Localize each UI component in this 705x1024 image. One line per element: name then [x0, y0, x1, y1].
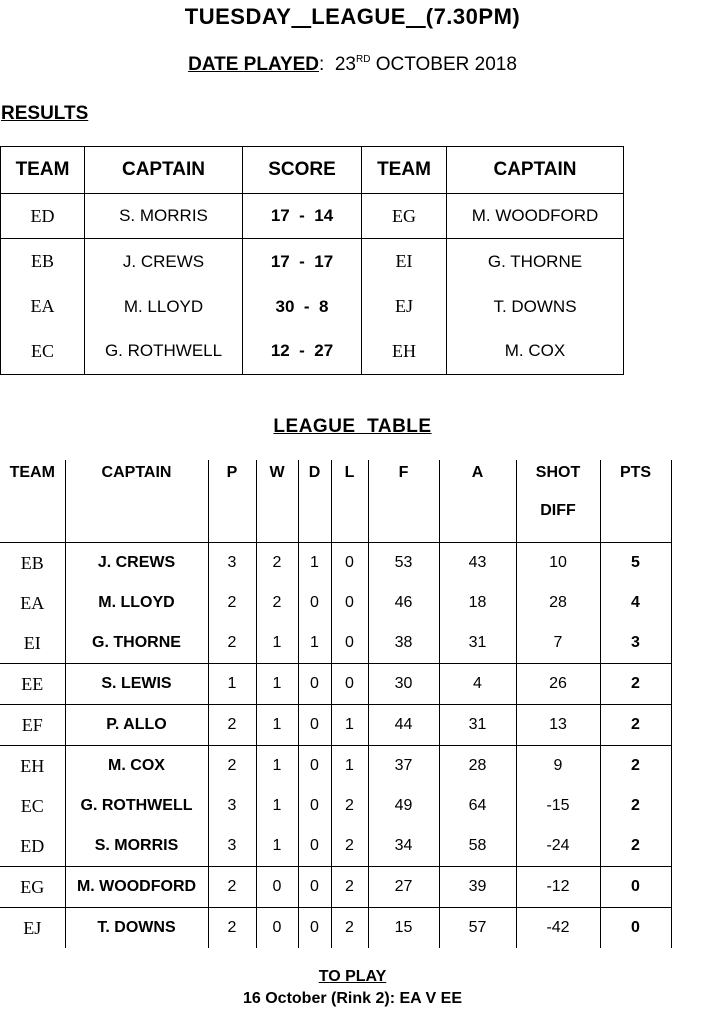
results-captain-2: T. DOWNS	[447, 285, 624, 329]
results-score: 17 - 14	[243, 194, 362, 239]
league-row	[0, 623, 671, 664]
date-suffix: RD	[356, 54, 371, 65]
league-col-for: F	[368, 460, 439, 543]
results-heading: RESULTS	[1, 103, 89, 124]
league-against: 39	[439, 867, 516, 908]
league-lost: 0	[331, 583, 368, 623]
league-row	[0, 746, 671, 787]
league-lost: 2	[331, 826, 368, 867]
league-shot-diff: 26	[516, 664, 600, 705]
league-row	[0, 786, 671, 826]
league-points: 2	[600, 826, 671, 867]
league-captain: G. THORNE	[65, 623, 208, 664]
league-drawn: 0	[298, 908, 331, 949]
results-col-captain-1: CAPTAIN	[85, 147, 243, 194]
title-word-league: LEAGUE	[311, 4, 406, 29]
league-shot-diff: -15	[516, 786, 600, 826]
date-rest: OCTOBER 2018	[375, 54, 517, 75]
league-captain: M. WOODFORD	[65, 867, 208, 908]
date-day: 23	[334, 54, 356, 75]
league-lost: 0	[331, 623, 368, 664]
league-lost: 1	[331, 705, 368, 746]
league-won: 1	[256, 746, 298, 787]
league-shot-diff: 13	[516, 705, 600, 746]
results-captain-2: M. COX	[447, 329, 624, 375]
results-row	[1, 285, 624, 329]
results-team-1: EC	[1, 329, 85, 375]
league-drawn: 0	[298, 705, 331, 746]
league-points: 4	[600, 583, 671, 623]
results-team-2: EH	[362, 329, 447, 375]
league-points: 2	[600, 664, 671, 705]
league-for: 34	[368, 826, 439, 867]
league-for: 15	[368, 908, 439, 949]
to-play-fixture: 16 October (Rink 2): EA V EE	[242, 990, 462, 1007]
league-played: 1	[208, 664, 256, 705]
league-col-against: A	[439, 460, 516, 543]
league-against: 4	[439, 664, 516, 705]
to-play-section	[0, 968, 705, 1008]
league-lost: 2	[331, 867, 368, 908]
league-won: 1	[256, 664, 298, 705]
league-row	[0, 826, 671, 867]
league-lost: 0	[331, 543, 368, 584]
league-won: 0	[256, 867, 298, 908]
league-points: 2	[600, 786, 671, 826]
league-team: EE	[0, 664, 65, 705]
league-against: 31	[439, 623, 516, 664]
league-captain: T. DOWNS	[65, 908, 208, 949]
league-team: EG	[0, 867, 65, 908]
results-row	[1, 239, 624, 285]
league-won: 1	[256, 826, 298, 867]
league-played: 2	[208, 705, 256, 746]
league-shot-diff: -12	[516, 867, 600, 908]
results-team-2: EG	[362, 194, 447, 239]
league-points: 2	[600, 746, 671, 787]
league-col-captain: CAPTAIN	[65, 460, 208, 543]
league-points: 5	[600, 543, 671, 584]
results-captain-1: M. LLOYD	[85, 285, 243, 329]
league-col-won: W	[256, 460, 298, 543]
league-team: EI	[0, 623, 65, 664]
league-against: 64	[439, 786, 516, 826]
league-lost: 2	[331, 786, 368, 826]
league-points: 0	[600, 908, 671, 949]
league-col-team: TEAM	[0, 460, 65, 543]
results-score: 17 - 17	[243, 239, 362, 285]
league-against: 18	[439, 583, 516, 623]
results-team-1: ED	[1, 194, 85, 239]
league-points: 3	[600, 623, 671, 664]
league-shot-diff: 10	[516, 543, 600, 584]
league-col-shot-diff: SHOT DIFF	[516, 460, 600, 543]
league-captain: S. LEWIS	[65, 664, 208, 705]
league-drawn: 1	[298, 543, 331, 584]
league-drawn: 0	[298, 826, 331, 867]
results-captain-1: J. CREWS	[85, 239, 243, 285]
league-played: 3	[208, 543, 256, 584]
results-row	[1, 194, 624, 239]
league-won: 1	[256, 786, 298, 826]
league-team: EC	[20, 795, 44, 816]
results-col-team-1: TEAM	[1, 147, 85, 194]
league-played: 3	[208, 786, 256, 826]
league-played: 3	[208, 826, 256, 867]
results-score: 30 - 8	[243, 285, 362, 329]
to-play-heading: TO PLAY	[318, 968, 387, 985]
league-col-drawn: D	[298, 460, 331, 543]
results-table	[0, 146, 624, 375]
results-team-2: EJ	[362, 285, 447, 329]
league-team: EJ	[23, 917, 42, 938]
league-played: 2	[208, 623, 256, 664]
results-captain-2: G. THORNE	[447, 239, 624, 285]
date-label: DATE PLAYED	[188, 54, 320, 75]
results-team-1: EB	[1, 239, 85, 285]
league-against: 31	[439, 705, 516, 746]
league-captain: S. MORRIS	[65, 826, 208, 867]
league-row	[0, 705, 671, 746]
league-shot-diff: 7	[516, 623, 600, 664]
league-points: 0	[600, 867, 671, 908]
league-captain: G. ROTHWELL	[65, 786, 208, 826]
league-captain: P. ALLO	[65, 705, 208, 746]
title-word-tuesday: TUESDAY	[184, 4, 292, 29]
league-team: EF	[0, 705, 65, 746]
league-lost: 1	[331, 746, 368, 787]
results-captain-2: M. WOODFORD	[447, 194, 624, 239]
league-lost: 0	[331, 664, 368, 705]
league-for: 46	[368, 583, 439, 623]
league-drawn: 0	[298, 786, 331, 826]
league-drawn: 0	[298, 746, 331, 787]
results-col-team-2: TEAM	[362, 147, 447, 194]
league-team: EH	[20, 755, 45, 776]
league-table-heading: LEAGUE TABLE	[273, 416, 432, 437]
league-shot-diff: -42	[516, 908, 600, 949]
results-score: 12 - 27	[243, 329, 362, 375]
league-shot-diff: 28	[516, 583, 600, 623]
league-table	[0, 460, 672, 948]
results-captain-1: S. MORRIS	[85, 194, 243, 239]
date-colon: :	[319, 54, 325, 75]
league-drawn: 0	[298, 583, 331, 623]
league-row	[0, 908, 671, 949]
league-shot-diff: 9	[516, 746, 600, 787]
league-team: ED	[0, 826, 65, 867]
league-won: 1	[256, 705, 298, 746]
league-shot-diff: -24	[516, 826, 600, 867]
league-col-lost: L	[331, 460, 368, 543]
league-captain: M. LLOYD	[65, 583, 208, 623]
date-played	[0, 54, 705, 76]
league-drawn: 0	[298, 867, 331, 908]
results-row	[1, 329, 624, 375]
results-col-score: SCORE	[243, 147, 362, 194]
league-col-points: PTS	[600, 460, 671, 543]
results-team-1: EA	[1, 285, 85, 329]
league-won: 2	[256, 583, 298, 623]
league-row	[0, 543, 671, 584]
league-for: 44	[368, 705, 439, 746]
league-drawn: 0	[298, 664, 331, 705]
league-team: EB	[20, 552, 44, 573]
league-for: 53	[368, 543, 439, 584]
league-for: 38	[368, 623, 439, 664]
league-against: 58	[439, 826, 516, 867]
league-against: 28	[439, 746, 516, 787]
league-row	[0, 867, 671, 908]
results-captain-1: G. ROTHWELL	[85, 329, 243, 375]
league-drawn: 1	[298, 623, 331, 664]
league-col-played: P	[208, 460, 256, 543]
league-row	[0, 583, 671, 623]
league-captain: J. CREWS	[65, 543, 208, 584]
league-for: 49	[368, 786, 439, 826]
league-won: 2	[256, 543, 298, 584]
results-col-captain-2: CAPTAIN	[447, 147, 624, 194]
league-header-row	[0, 460, 671, 543]
league-lost: 2	[331, 908, 368, 949]
league-for: 27	[368, 867, 439, 908]
results-team-2: EI	[362, 239, 447, 285]
league-played: 2	[208, 867, 256, 908]
league-played: 2	[208, 908, 256, 949]
league-won: 1	[256, 623, 298, 664]
league-against: 57	[439, 908, 516, 949]
page-title	[0, 4, 705, 30]
league-for: 30	[368, 664, 439, 705]
league-row	[0, 664, 671, 705]
title-time: (7.30PM)	[425, 4, 521, 29]
league-captain: M. COX	[65, 746, 208, 787]
league-points: 2	[600, 705, 671, 746]
league-team: EA	[20, 592, 45, 613]
league-for: 37	[368, 746, 439, 787]
league-won: 0	[256, 908, 298, 949]
results-header-row	[1, 147, 624, 194]
league-played: 2	[208, 746, 256, 787]
league-against: 43	[439, 543, 516, 584]
league-played: 2	[208, 583, 256, 623]
